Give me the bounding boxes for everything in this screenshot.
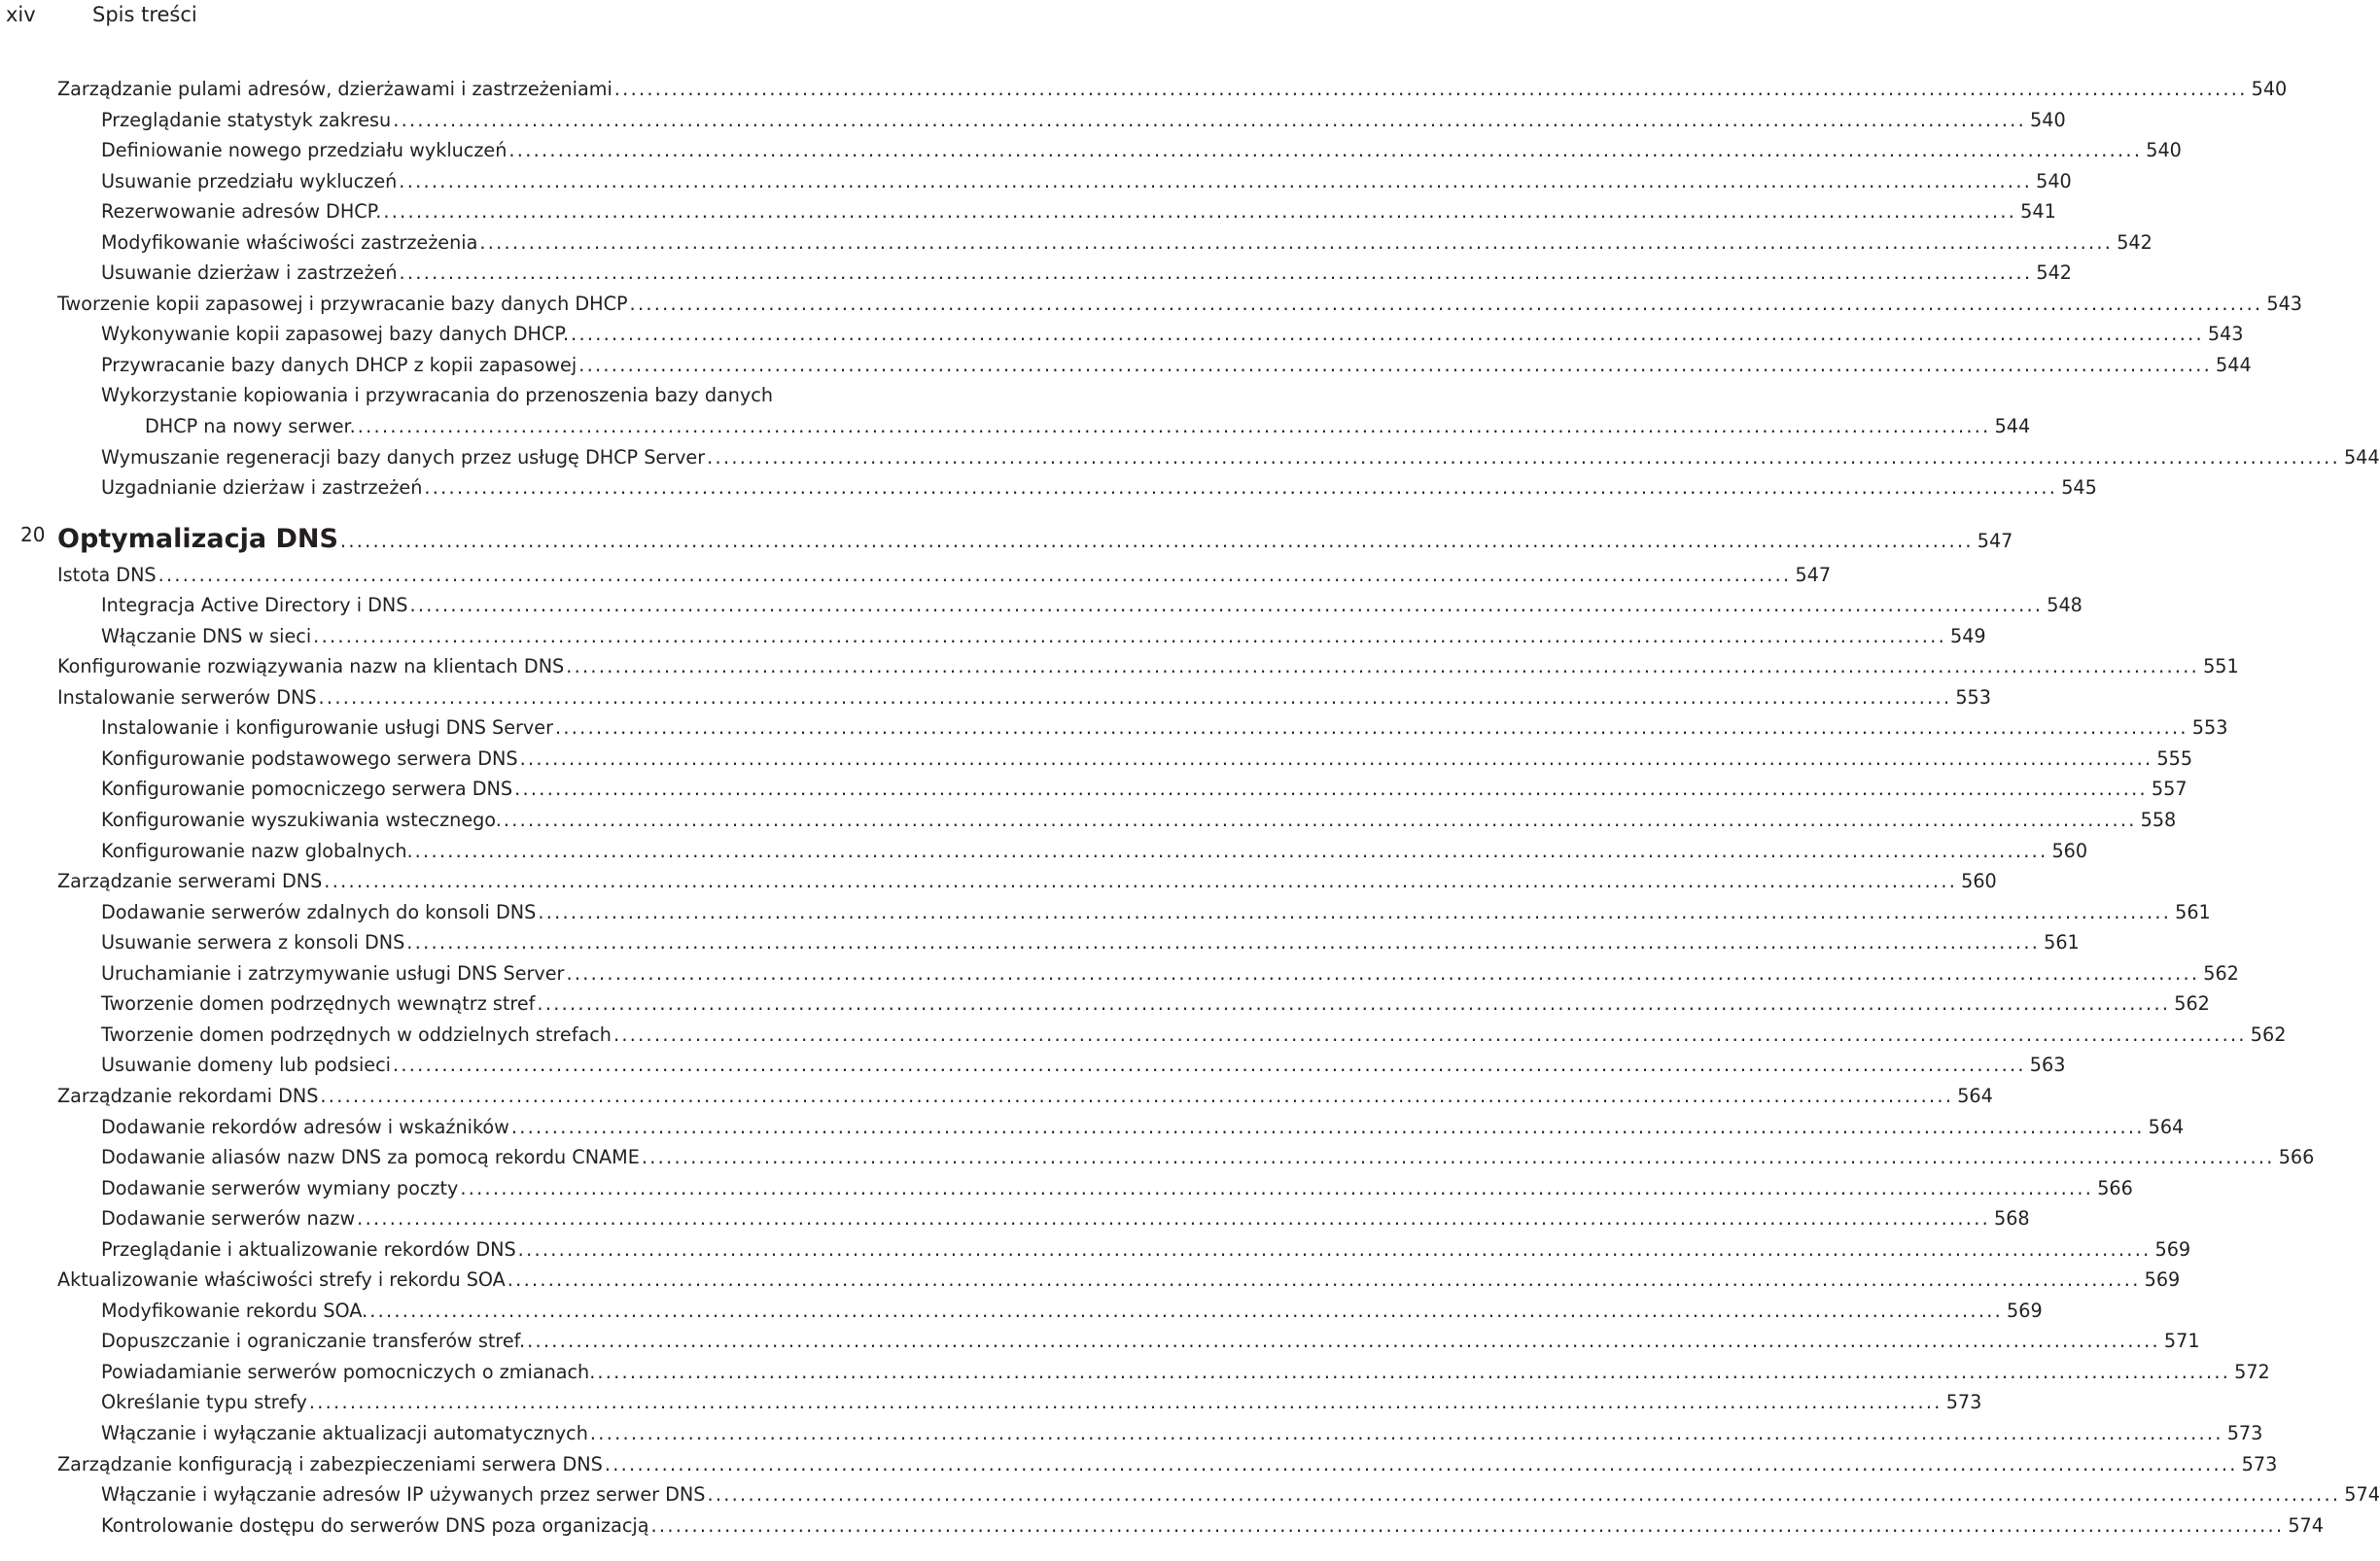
toc-entry[interactable] bbox=[57, 1173, 2133, 1204]
toc-entry-title: Uzgadnianie dzierżaw i zastrzeżeń bbox=[101, 476, 423, 500]
dot-leader: ........................................................................................................................................................................................................ bbox=[508, 139, 2143, 162]
toc-entry-page: 543 bbox=[2266, 292, 2302, 315]
toc-entry-page: 555 bbox=[2156, 746, 2193, 770]
toc-entry[interactable] bbox=[57, 1357, 2270, 1388]
toc-entry[interactable] bbox=[57, 227, 2152, 259]
toc-entry[interactable] bbox=[57, 897, 2211, 928]
toc-entry-title: Modyfikowanie właściwości zastrzeżenia bbox=[101, 230, 478, 254]
toc-entry[interactable] bbox=[57, 1326, 2200, 1357]
toc-entry-page: 543 bbox=[2207, 323, 2244, 346]
toc-entry[interactable] bbox=[57, 472, 2097, 503]
toc-entry-title: Określanie typu strefy bbox=[101, 1391, 307, 1414]
toc-entry-title: Konfigurowanie podstawowego serwera DNS bbox=[101, 746, 518, 770]
toc-entry[interactable] bbox=[57, 196, 2056, 227]
toc-entry-page: 564 bbox=[2148, 1115, 2185, 1138]
page-header bbox=[0, 0, 933, 29]
toc-entry-title: Usuwanie dzierżaw i zastrzeżeń bbox=[101, 261, 398, 285]
toc-entry[interactable] bbox=[57, 319, 2244, 350]
toc-entry-page: 544 bbox=[2343, 445, 2380, 468]
page-number: xiv bbox=[6, 3, 36, 26]
toc-entry-page: 569 bbox=[2144, 1268, 2181, 1292]
dot-leader: ........................................................................................................................................................................................................ bbox=[392, 1054, 2026, 1077]
toc-entry-page: 544 bbox=[2216, 353, 2252, 376]
toc-entry-title-line2: DHCP na nowy serwer. bbox=[145, 415, 356, 438]
dot-leader: ........................................................................................................................................................................................................ bbox=[399, 169, 2033, 192]
dot-leader: ........................................................................................................................................................................................................ bbox=[479, 230, 2114, 254]
toc-entry[interactable] bbox=[57, 1418, 2263, 1449]
toc-entry-title: Kontrolowanie dostępu do serwerów DNS poza organizacją bbox=[101, 1513, 649, 1537]
toc-entry-title: Dopuszczanie i ograniczanie transferów stref. bbox=[101, 1330, 526, 1353]
toc-entry[interactable] bbox=[57, 958, 2239, 989]
toc-entry-title: Wykorzystanie kopiowania i przywracania do przenoszenia bazy danych bbox=[101, 384, 773, 407]
toc-entry[interactable] bbox=[57, 1020, 2287, 1051]
toc-entry-title: Usuwanie domeny lub podsieci bbox=[101, 1054, 391, 1077]
toc-entry-page: 540 bbox=[2030, 108, 2066, 131]
toc-entry[interactable] bbox=[57, 135, 2182, 166]
toc-entry[interactable] bbox=[57, 621, 1986, 652]
dot-leader: ........................................................................................................................................................................................................ bbox=[424, 476, 2058, 500]
chapter-page: 547 bbox=[1977, 529, 2013, 552]
toc-entry-page: 560 bbox=[1961, 870, 1997, 893]
dot-leader: ........................................................................................................................................................................................................ bbox=[597, 1360, 2231, 1383]
toc-entry-title: Definiowanie nowego przedziału wykluczeń bbox=[101, 139, 508, 162]
running-title: Spis treści bbox=[92, 3, 197, 26]
toc-entry[interactable] bbox=[57, 258, 2072, 289]
toc-entry-page: 569 bbox=[2007, 1299, 2043, 1322]
toc-entry-page: 558 bbox=[2140, 809, 2177, 832]
toc-entry-title: Dodawanie serwerów zdalnych do konsoli DNS bbox=[101, 900, 537, 923]
toc-entry-title: Konfigurowanie rozwiązywania nazw na klientach DNS bbox=[57, 655, 565, 678]
dot-leader: ........................................................................................................................................................................................................ bbox=[383, 200, 2017, 224]
toc-entry-title: Zarządzanie serwerami DNS bbox=[57, 870, 323, 893]
toc-entry[interactable] bbox=[57, 166, 2072, 197]
toc-entry-page: 553 bbox=[2191, 716, 2228, 740]
toc-entry-title: Istota DNS bbox=[57, 563, 157, 586]
dot-leader: ........................................................................................................................................................................................................ bbox=[589, 1421, 2223, 1444]
toc-entry-page: 553 bbox=[1955, 685, 1991, 709]
toc-entry[interactable] bbox=[57, 774, 2188, 805]
toc-entry-title: Zarządzanie rekordami DNS bbox=[57, 1084, 319, 1107]
toc-entry[interactable] bbox=[57, 682, 1991, 713]
toc-entry-title: Wykonywanie kopii zapasowej bazy danych DHCP. bbox=[101, 323, 570, 346]
toc-entry[interactable] bbox=[57, 289, 2302, 320]
toc-entry-title: Konfigurowanie nazw globalnych. bbox=[101, 839, 413, 862]
dot-leader: ........................................................................................................................................................................................................ bbox=[650, 1513, 2285, 1537]
toc-entry-title: Modyfikowanie rekordu SOA. bbox=[101, 1299, 368, 1322]
toc-entry-title: Wymuszanie regeneracji bazy danych przez usługę DHCP Server bbox=[101, 445, 706, 468]
dot-leader: ........................................................................................................................................................................................................ bbox=[357, 415, 1991, 438]
toc-entry-title: Powiadamianie serwerów pomocniczych o zmianach. bbox=[101, 1360, 596, 1383]
toc-entry-page: 540 bbox=[2251, 78, 2288, 100]
dot-leader: ........................................................................................................................................................................................................ bbox=[399, 261, 2033, 285]
dot-leader: ........................................................................................................................................................................................................ bbox=[517, 1237, 2152, 1261]
toc-entry-page: 557 bbox=[2151, 778, 2188, 801]
toc-entry-page: 547 bbox=[1795, 563, 1832, 586]
dot-leader: ........................................................................................................................................................................................................ bbox=[393, 108, 2027, 131]
chapter-title: Optymalizacja DNS bbox=[57, 523, 338, 554]
toc-entry[interactable] bbox=[57, 1510, 2324, 1542]
toc-entry-title: Przeglądanie i aktualizowanie rekordów DNS bbox=[101, 1237, 516, 1261]
toc-entry-title: Dodawanie serwerów wymiany poczty bbox=[101, 1176, 459, 1199]
toc-entry-page: 548 bbox=[2047, 594, 2082, 617]
dot-leader: ........................................................................................................................................................................................................ bbox=[641, 1146, 2275, 1169]
toc-entry-page: 540 bbox=[2036, 169, 2072, 192]
toc-entry[interactable] bbox=[57, 1479, 2380, 1510]
dot-leader: ........................................................................................................................................................................................................ bbox=[158, 563, 1792, 586]
dot-leader: ........................................................................................................................................................................................................ bbox=[510, 1115, 2145, 1138]
toc-entry-title-continued bbox=[101, 411, 2031, 442]
toc-entry-title: Zarządzanie konfiguracją i zabezpieczeniami serwera DNS bbox=[57, 1452, 603, 1475]
dot-leader: ........................................................................................................................................................................................................ bbox=[604, 1452, 2238, 1475]
toc-entry-title: Instalowanie i konfigurowanie usługi DNS Server bbox=[101, 716, 553, 740]
table-of-contents bbox=[20, 74, 2380, 1541]
toc-section-after bbox=[57, 560, 2380, 1542]
toc-entry-page: 545 bbox=[2061, 476, 2097, 500]
toc-entry-page: 540 bbox=[2146, 139, 2182, 162]
chapter-number: 20 bbox=[20, 522, 46, 546]
toc-entry-title: Usuwanie serwera z konsoli DNS bbox=[101, 931, 405, 954]
toc-entry[interactable] bbox=[57, 989, 2210, 1020]
toc-entry-page: 572 bbox=[2234, 1360, 2270, 1383]
toc-entry-page: 564 bbox=[1957, 1084, 1993, 1107]
toc-entry-page: 568 bbox=[1994, 1207, 2030, 1231]
dot-leader: ........................................................................................................................................................................................................ bbox=[460, 1176, 2094, 1199]
toc-entry-title: Usuwanie przedziału wykluczeń bbox=[101, 169, 398, 192]
dot-leader: ........................................................................................................................................................................................................ bbox=[507, 1268, 2141, 1292]
toc-entry[interactable] bbox=[57, 380, 2031, 441]
dot-leader: ........................................................................................................................................................................................................ bbox=[514, 778, 2148, 801]
toc-entry-page: 566 bbox=[2097, 1176, 2133, 1199]
dot-leader: ........................................................................................................................................................................................................ bbox=[566, 961, 2200, 985]
toc-entry-page: 562 bbox=[2174, 992, 2210, 1016]
toc-entry[interactable] bbox=[57, 1050, 2066, 1081]
toc-entry[interactable] bbox=[57, 805, 2177, 836]
toc-entry[interactable] bbox=[57, 105, 2066, 136]
toc-entry[interactable] bbox=[57, 1265, 2181, 1296]
toc-entry-title: Włączanie i wyłączanie adresów IP używanych przez serwer DNS bbox=[101, 1483, 706, 1507]
toc-entry[interactable] bbox=[57, 1296, 2043, 1327]
toc-entry[interactable] bbox=[57, 442, 2380, 473]
toc-entry-page: 563 bbox=[2029, 1054, 2066, 1077]
toc-entry[interactable] bbox=[57, 74, 2288, 105]
toc-entry[interactable] bbox=[57, 712, 2228, 744]
toc-entry-title: Włączanie i wyłączanie aktualizacji automatycznych bbox=[101, 1421, 588, 1444]
toc-entry-page: 544 bbox=[1994, 415, 2031, 438]
toc-entry-page: 549 bbox=[1950, 624, 1986, 647]
toc-entry-title: Tworzenie domen podrzędnych wewnątrz stref bbox=[101, 992, 536, 1016]
toc-entry-title: Aktualizowanie właściwości strefy i rekordu SOA bbox=[57, 1268, 506, 1292]
toc-entry-page: 542 bbox=[2036, 261, 2072, 285]
toc-entry-page: 573 bbox=[1945, 1391, 1982, 1414]
toc-entry-title: Przeglądanie statystyk zakresu bbox=[101, 108, 392, 131]
toc-entry[interactable] bbox=[57, 560, 1832, 591]
toc-entry-page: 561 bbox=[2044, 931, 2080, 954]
toc-entry-page: 573 bbox=[2241, 1452, 2278, 1475]
dot-leader: ........................................................................................................................................................................................................ bbox=[527, 1330, 2160, 1353]
toc-entry-page: 573 bbox=[2226, 1421, 2263, 1444]
toc-entry[interactable] bbox=[57, 836, 2088, 867]
toc-entry-title: Konfigurowanie wyszukiwania wstecznego. bbox=[101, 809, 502, 832]
toc-entry-title: Tworzenie kopii zapasowej i przywracanie bazy danych DHCP bbox=[57, 292, 628, 315]
toc-entry[interactable] bbox=[57, 1234, 2191, 1266]
toc-entry-title: Instalowanie serwerów DNS bbox=[57, 685, 317, 709]
toc-entry-title: Integracja Active Directory i DNS bbox=[101, 594, 408, 617]
toc-entry[interactable] bbox=[57, 1387, 1982, 1418]
chapter-heading[interactable] bbox=[20, 522, 2013, 556]
toc-entry-title: Rezerwowanie adresów DHCP. bbox=[101, 200, 382, 224]
toc-entry[interactable] bbox=[57, 651, 2239, 682]
toc-entry-page: 560 bbox=[2051, 839, 2088, 862]
dot-leader: ........................................................................................................................................................................................................ bbox=[357, 1207, 1990, 1231]
toc-entry[interactable] bbox=[57, 1203, 2030, 1234]
toc-entry-title: Dodawanie serwerów nazw bbox=[101, 1207, 356, 1231]
toc-entry-title: Tworzenie domen podrzędnych w oddzielnych strefach bbox=[101, 1023, 612, 1046]
dot-leader: ........................................................................................................................................................................................................ bbox=[629, 292, 2263, 315]
dot-leader: ........................................................................................................................................................................................................ bbox=[613, 78, 2248, 100]
toc-entry-page: 566 bbox=[2278, 1146, 2315, 1169]
dot-leader: ........................................................................................................................................................................................................ bbox=[578, 353, 2213, 376]
dot-leader: ........................................................................................................................................................................................................ bbox=[409, 594, 2044, 617]
toc-entry-page: 541 bbox=[2020, 200, 2056, 224]
dot-leader: ........................................................................................................................................................................................................ bbox=[339, 529, 1974, 552]
dot-leader: ........................................................................................................................................................................................................ bbox=[566, 655, 2200, 678]
toc-entry[interactable] bbox=[57, 1112, 2185, 1143]
dot-leader: ........................................................................................................................................................................................................ bbox=[414, 839, 2048, 862]
toc-entry-title: Zarządzanie pulami adresów, dzierżawami i zastrzeżeniami bbox=[57, 78, 612, 100]
toc-entry[interactable] bbox=[57, 927, 2080, 958]
toc-entry-page: 562 bbox=[2250, 1023, 2287, 1046]
toc-entry[interactable] bbox=[57, 1081, 1993, 1112]
dot-leader: ........................................................................................................................................................................................................ bbox=[554, 716, 2188, 740]
dot-leader: ........................................................................................................................................................................................................ bbox=[519, 746, 2153, 770]
toc-entry-title: Konfigurowanie pomocniczego serwera DNS bbox=[101, 778, 513, 801]
toc-entry-page: 562 bbox=[2203, 961, 2239, 985]
toc-entry[interactable] bbox=[57, 744, 2193, 775]
toc-entry[interactable] bbox=[57, 590, 2082, 621]
toc-entry-title: Uruchamianie i zatrzymywanie usługi DNS Server bbox=[101, 961, 565, 985]
dot-leader: ........................................................................................................................................................................................................ bbox=[324, 870, 1958, 893]
dot-leader: ........................................................................................................................................................................................................ bbox=[537, 992, 2171, 1016]
toc-entry-page: 542 bbox=[2117, 230, 2152, 254]
toc-entry-title: Włączanie DNS w sieci bbox=[101, 624, 312, 647]
dot-leader: ........................................................................................................................................................................................................ bbox=[320, 1084, 1954, 1107]
dot-leader: ........................................................................................................................................................................................................ bbox=[503, 809, 2137, 832]
toc-entry[interactable] bbox=[57, 1142, 2315, 1173]
dot-leader: ........................................................................................................................................................................................................ bbox=[612, 1023, 2247, 1046]
toc-entry-page: 551 bbox=[2203, 655, 2239, 678]
dot-leader: ........................................................................................................................................................................................................ bbox=[707, 1483, 2341, 1507]
dot-leader: ........................................................................................................................................................................................................ bbox=[571, 323, 2204, 346]
toc-entry[interactable] bbox=[57, 350, 2252, 381]
toc-entry-title: Przywracanie bazy danych DHCP z kopii zapasowej bbox=[101, 353, 578, 376]
dot-leader: ........................................................................................................................................................................................................ bbox=[707, 445, 2340, 468]
dot-leader: ........................................................................................................................................................................................................ bbox=[318, 685, 1952, 709]
toc-entry-title: Dodawanie rekordów adresów i wskaźników bbox=[101, 1115, 509, 1138]
toc-entry-title: Dodawanie aliasów nazw DNS za pomocą rekordu CNAME bbox=[101, 1146, 640, 1169]
toc-section-before bbox=[57, 74, 2380, 503]
toc-entry-page: 569 bbox=[2154, 1237, 2191, 1261]
toc-entry-page: 574 bbox=[2344, 1483, 2380, 1507]
dot-leader: ........................................................................................................................................................................................................ bbox=[308, 1391, 1942, 1414]
toc-entry[interactable] bbox=[57, 1449, 2278, 1480]
dot-leader: ........................................................................................................................................................................................................ bbox=[406, 931, 2041, 954]
dot-leader: ........................................................................................................................................................................................................ bbox=[369, 1299, 2004, 1322]
dot-leader: ........................................................................................................................................................................................................ bbox=[313, 624, 1946, 647]
toc-entry-page: 571 bbox=[2163, 1330, 2200, 1353]
toc-entry-page: 574 bbox=[2288, 1513, 2324, 1537]
dot-leader: ........................................................................................................................................................................................................ bbox=[538, 900, 2172, 923]
toc-entry[interactable] bbox=[57, 866, 1997, 897]
toc-entry-page: 561 bbox=[2175, 900, 2211, 923]
